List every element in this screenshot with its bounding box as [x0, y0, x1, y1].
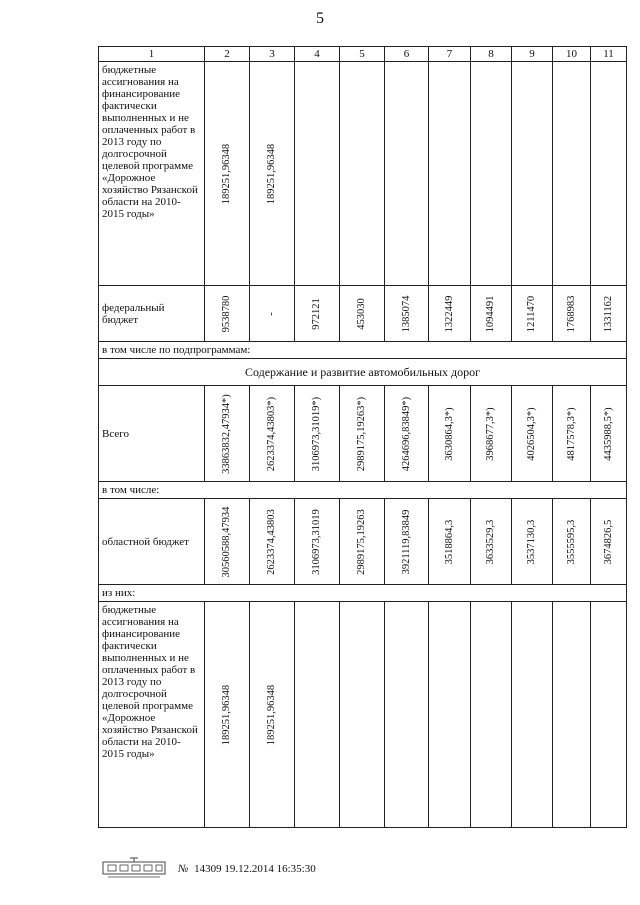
- row-label: областной бюджет: [99, 499, 205, 585]
- value-cell: 1331162: [602, 295, 614, 332]
- registry-stamp-icon: [102, 856, 166, 880]
- table-row: [99, 342, 627, 359]
- value-cell: 4026504,3*): [526, 406, 537, 461]
- row-label: Всего: [99, 386, 205, 482]
- value-cell: 9538780: [221, 295, 232, 332]
- value-cell: 1768983: [565, 295, 577, 332]
- value-cell: 4264696,83849*): [400, 396, 412, 471]
- page-number: 5: [316, 10, 324, 27]
- value-cell: 453030: [356, 297, 367, 330]
- value-cell: 2989175,19263: [356, 508, 367, 575]
- header-cell: 10: [553, 47, 591, 62]
- value-cell: 1211470: [526, 295, 537, 332]
- value-cell: 2623374,43803*): [266, 396, 277, 471]
- value-cell: 3968677,3*): [485, 406, 496, 461]
- including-label: в том числе:: [99, 482, 627, 499]
- table-row: [99, 359, 627, 386]
- value-cell: 3555595,3: [565, 519, 577, 564]
- table-row: [99, 386, 627, 482]
- header-cell: 1: [99, 47, 205, 62]
- value-cell: 3674826,5: [602, 519, 614, 564]
- header-cell: 6: [385, 47, 429, 62]
- table-row: [99, 62, 627, 286]
- document-footer: [100, 856, 560, 882]
- header-cell: 7: [429, 47, 471, 62]
- of-them-label: из них:: [99, 585, 627, 602]
- header-cell: 11: [591, 47, 627, 62]
- value-cell: 3518864,3: [443, 519, 455, 564]
- row-label: бюджетные ассигнования на финансирование фактически выполненных и не оплаченных работ в 2013 году по долгосрочной целевой программе «Дорожное хозяйство Рязанской области на 2010-2015 годы»: [99, 602, 205, 828]
- subprograms-label: в том числе по подпрограммам:: [99, 342, 627, 359]
- header-cell: 5: [340, 47, 385, 62]
- value-cell: 972121: [311, 297, 322, 330]
- header-cell: 8: [471, 47, 512, 62]
- value-cell: 3921119,83849: [400, 509, 412, 574]
- value-cell: 189251,96348: [221, 684, 232, 745]
- value-cell: 4817578,3*): [565, 406, 577, 461]
- budget-table: [98, 46, 627, 828]
- header-cell: 2: [205, 47, 250, 62]
- document-date: 19.12.2014: [224, 863, 274, 875]
- value-cell: 189251,96348: [266, 684, 277, 745]
- value-cell: 4435988,5*): [602, 406, 614, 461]
- value-cell: 1094491: [485, 295, 496, 332]
- table-row: [99, 286, 627, 342]
- value-cell: 30560588,47934: [221, 506, 232, 577]
- value-cell: 1385074: [400, 295, 412, 332]
- section-title: Содержание и развитие автомобильных дорог: [99, 359, 627, 386]
- row-label: бюджетные ассигнования на финансирование фактически выполненных и не оплаченных работ в 2013 году по долгосрочной целевой программе «Дорожное хозяйство Рязанской области на 2010-2015 годы»: [99, 62, 205, 286]
- value-cell: 3537130,3: [526, 519, 537, 564]
- value-cell: 3633529,3: [485, 519, 496, 564]
- header-cell: 3: [250, 47, 295, 62]
- table-row: [99, 602, 627, 828]
- table-row: [99, 499, 627, 585]
- value-cell: 189251,96348: [266, 143, 277, 204]
- value-cell: 2989175,19263*): [356, 396, 367, 471]
- number-sign: №: [178, 863, 189, 875]
- header-cell: 4: [295, 47, 340, 62]
- table-row: [99, 585, 627, 602]
- row-label: федеральный бюджет: [99, 286, 205, 342]
- value-cell: 2623374,43803: [266, 508, 277, 575]
- value-cell: 3106973,31019*): [311, 396, 322, 471]
- value-cell: -: [266, 311, 277, 316]
- value-cell: 33863832,47934*): [221, 393, 232, 474]
- header-row: [99, 47, 627, 62]
- document-registration: [178, 863, 316, 875]
- value-cell: 189251,96348: [221, 143, 232, 204]
- document-number: 14309: [194, 863, 222, 875]
- value-cell: 1322449: [443, 295, 455, 332]
- table-row: [99, 482, 627, 499]
- document-time: 16:35:30: [276, 863, 316, 875]
- header-cell: 9: [512, 47, 553, 62]
- value-cell: 3630864,3*): [443, 406, 455, 461]
- value-cell: 3106973,31019: [311, 508, 322, 575]
